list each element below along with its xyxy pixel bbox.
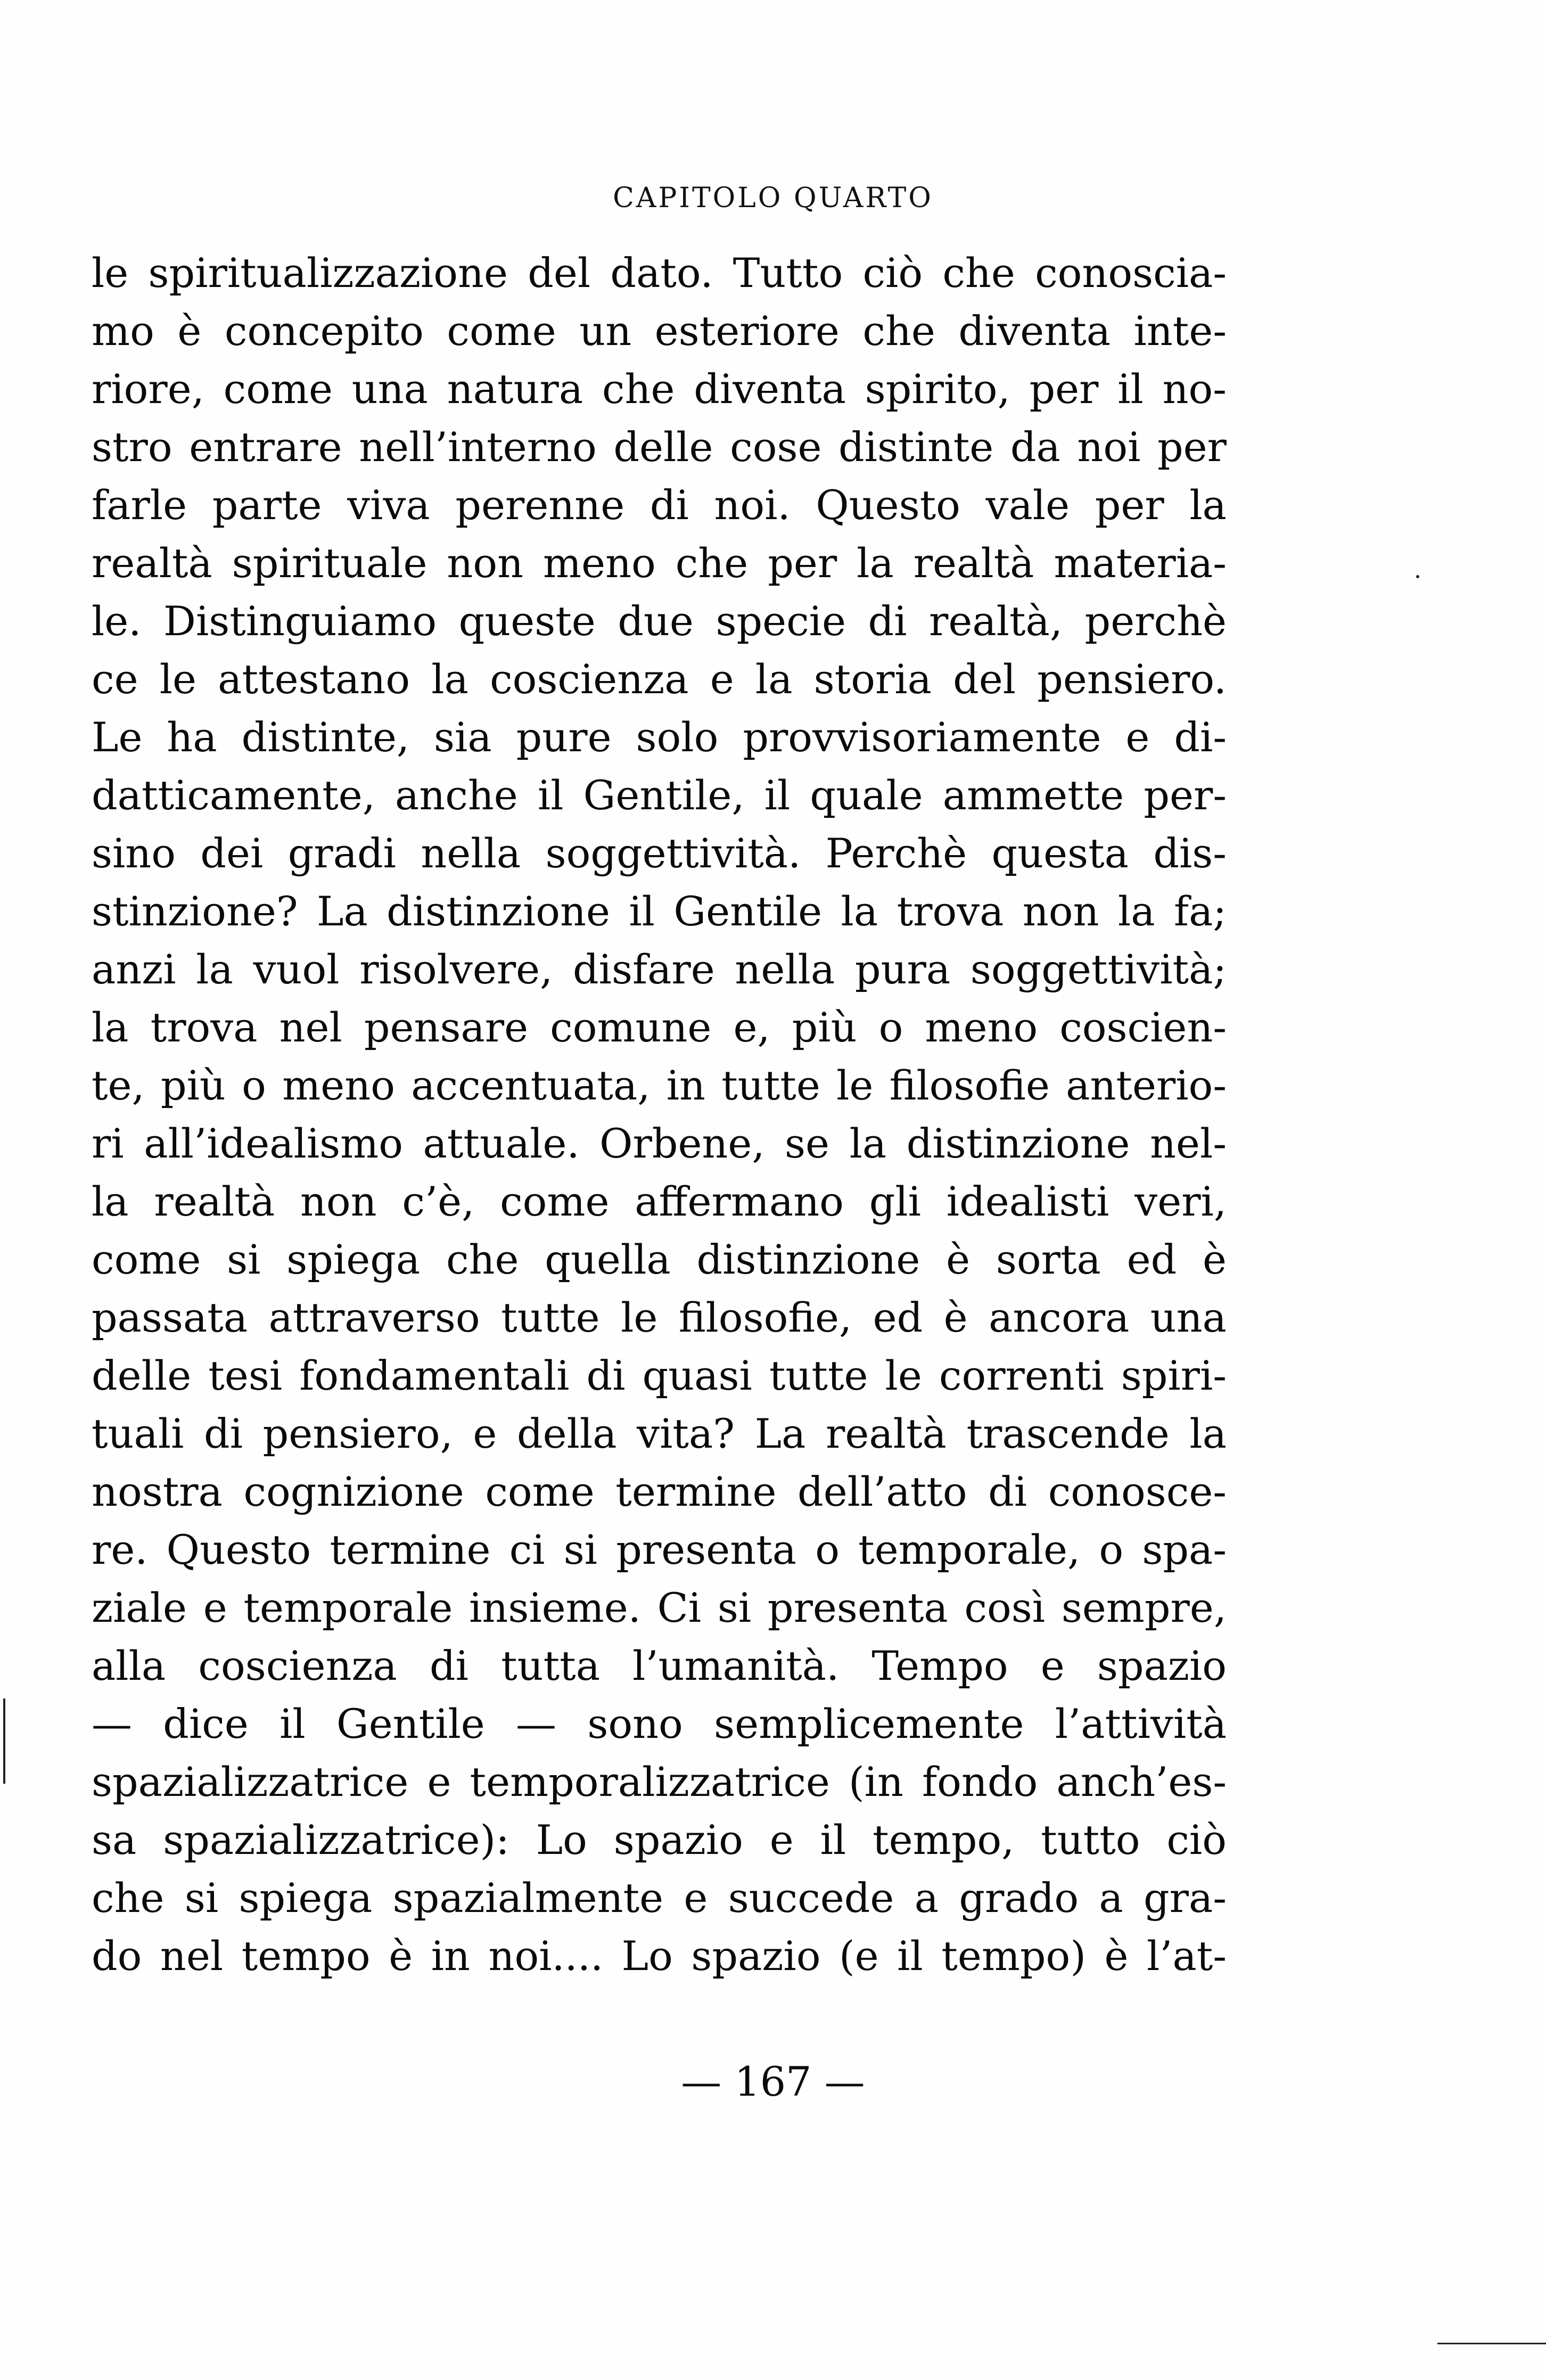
text-line: re. Questo termine ci si presenta o temporale, o spa- [92,1526,1227,1573]
text-line: — dice il Gentile — sono semplicemente l’attività [92,1700,1227,1747]
scan-edge-mark [3,1698,5,1784]
running-head: CAPITOLO QUARTO [613,182,933,214]
scan-edge-mark [1437,2343,1546,2344]
text-line: farle parte viva perenne di noi. Questo vale per la [92,481,1227,529]
text-line: anzi la vuol risolvere, disfare nella pura soggettività; [92,946,1227,993]
text-line: le spiritualizzazione del dato. Tutto ciò che conoscia- [92,249,1227,297]
text-line: Le ha distinte, sia pure solo provvisoriamente e di- [92,713,1227,761]
text-line: come si spiega che quella distinzione è sorta ed è [92,1236,1227,1283]
text-line: delle tesi fondamentali di quasi tutte le correnti spiri- [92,1352,1227,1399]
text-line: nostra cognizione come termine dell’atto di conosce- [92,1468,1227,1515]
page-number: — 167 — [681,2058,865,2105]
text-line: datticamente, anche il Gentile, il quale ammette per- [92,772,1227,819]
text-line: la trova nel pensare comune e, più o meno coscien- [92,1004,1227,1051]
text-line: ri all’idealismo attuale. Orbene, se la distinzione nel- [92,1120,1227,1167]
text-line: realtà spirituale non meno che per la realtà materia- [92,539,1227,587]
text-line: te, più o meno accentuata, in tutte le filosofie anterio- [92,1062,1227,1109]
text-line: sino dei gradi nella soggettività. Perchè questa dis- [92,830,1227,877]
text-line: ziale e temporale insieme. Ci si presenta così sempre, [92,1584,1227,1631]
text-line: do nel tempo è in noi.... Lo spazio (e il tempo) è l’at- [92,1932,1227,1980]
text-line: mo è concepito come un esteriore che diventa inte- [92,307,1227,355]
text-line: le. Distinguiamo queste due specie di realtà, perchè [92,597,1227,645]
text-line: sa spazializzatrice): Lo spazio e il tempo, tutto ciò [92,1816,1227,1864]
text-line: ce le attestano la coscienza e la storia del pensiero. [92,655,1227,703]
text-line: che si spiega spazialmente e succede a grado a gra- [92,1874,1227,1922]
text-line: stro entrare nell’interno delle cose distinte da noi per [92,423,1227,471]
text-line: alla coscienza di tutta l’umanità. Tempo e spazio [92,1642,1227,1689]
text-line: stinzione? La distinzione il Gentile la trova non la fa; [92,888,1227,935]
scan-speck [1416,575,1419,578]
text-line: passata attraverso tutte le filosofie, ed è ancora una [92,1294,1227,1341]
text-line: riore, come una natura che diventa spirito, per il no- [92,365,1227,413]
text-line: spazializzatrice e temporalizzatrice (in fondo anch’es- [92,1758,1227,1805]
text-line: la realtà non c’è, come affermano gli idealisti veri, [92,1178,1227,1225]
text-line: tuali di pensiero, e della vita? La realtà trascende la [92,1410,1227,1457]
